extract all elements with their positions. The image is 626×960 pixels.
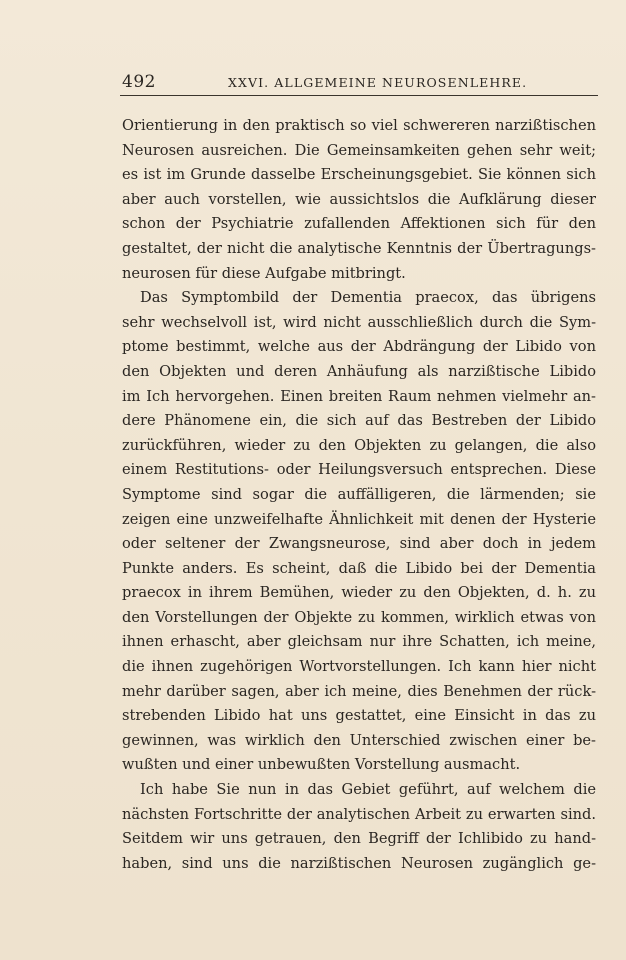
body-text [122,114,596,876]
header-rule [120,95,598,96]
text-line: aber auch vorstellen, wie aussichtslos die Aufklärung dieser [122,190,596,208]
text-line: Das Symptombild der Dementia praecox, das übrigens [140,289,596,307]
page-number: 492 [122,72,156,92]
text-line: es ist im Grunde dasselbe Erscheinungsgebiet. Sie können sich [122,166,596,184]
text-line: wußten und einer unbewußten Vorstellung ausmacht. [122,756,521,774]
page-header [122,72,598,96]
text-line: ptome bestimmt, welche aus der Abdrängung der Libido von [122,338,596,356]
running-head: XXVI. ALLGEMEINE NEUROSENLEHRE. [228,75,528,90]
text-line: Seitdem wir uns getrauen, den Begriff der Ichlibido zu hand- [122,830,596,848]
text-line: schon der Psychiatrie zufallenden Affektionen sich für den [122,215,596,233]
text-line: neurosen für diese Aufgabe mitbringt. [122,264,406,282]
text-line: den Vorstellungen der Objekte zu kommen, wirklich etwas von [122,608,596,626]
text-line: Orientierung in den praktisch so viel schwereren narzißtischen [122,117,596,134]
text-line: zeigen eine unzweifelhafte Ähnlichkeit mit denen der Hysterie [122,510,596,528]
text-line: zurückführen, wieder zu den Objekten zu gelangen, die also [122,436,596,454]
text-line: praecox in ihrem Bemühen, wieder zu den Objekten, d. h. zu [122,584,596,602]
text-line: sehr wechselvoll ist, wird nicht ausschließlich durch die Sym- [122,313,596,331]
text-line: gewinnen, was wirklich den Unterschied zwischen einer be- [122,731,596,749]
text-line: Punkte anders. Es scheint, daß die Libido bei der Dementia [122,559,596,577]
text-line: strebenden Libido hat uns gestattet, eine Einsicht in das zu [122,707,596,725]
text-line: haben, sind uns die narzißtischen Neurosen zugänglich ge- [122,854,596,872]
text-line: mehr darüber sagen, aber ich meine, dies Benehmen der rück- [122,682,596,700]
text-line: den Objekten und deren Anhäufung als narzißtische Libido [122,362,596,380]
text-line: gestaltet, der nicht die analytische Kenntnis der Übertragungs- [122,239,596,257]
text-line: Ich habe Sie nun in das Gebiet geführt, auf welchem die [140,781,596,799]
text-line: nächsten Fortschritte der analytischen Arbeit zu erwarten sind. [122,805,596,823]
text-line: oder seltener der Zwangsneurose, sind aber doch in jedem [122,535,596,553]
text-line: im Ich hervorgehen. Einen breiten Raum nehmen vielmehr an- [122,387,596,405]
text-line: die ihnen zugehörigen Wortvorstellungen. Ich kann hier nicht [122,658,596,676]
text-line: ihnen erhascht, aber gleichsam nur ihre Schatten, ich meine, [122,633,596,651]
text-line: Neurosen ausreichen. Die Gemeinsamkeiten gehen sehr weit; [122,141,596,159]
text-line: einem Restitutions- oder Heilungsversuch entsprechen. Diese [122,461,596,479]
text-line: dere Phänomene ein, die sich auf das Bestreben der Libido [122,412,596,430]
text-line: Symptome sind sogar die auffälligeren, die lärmenden; sie [122,485,596,503]
